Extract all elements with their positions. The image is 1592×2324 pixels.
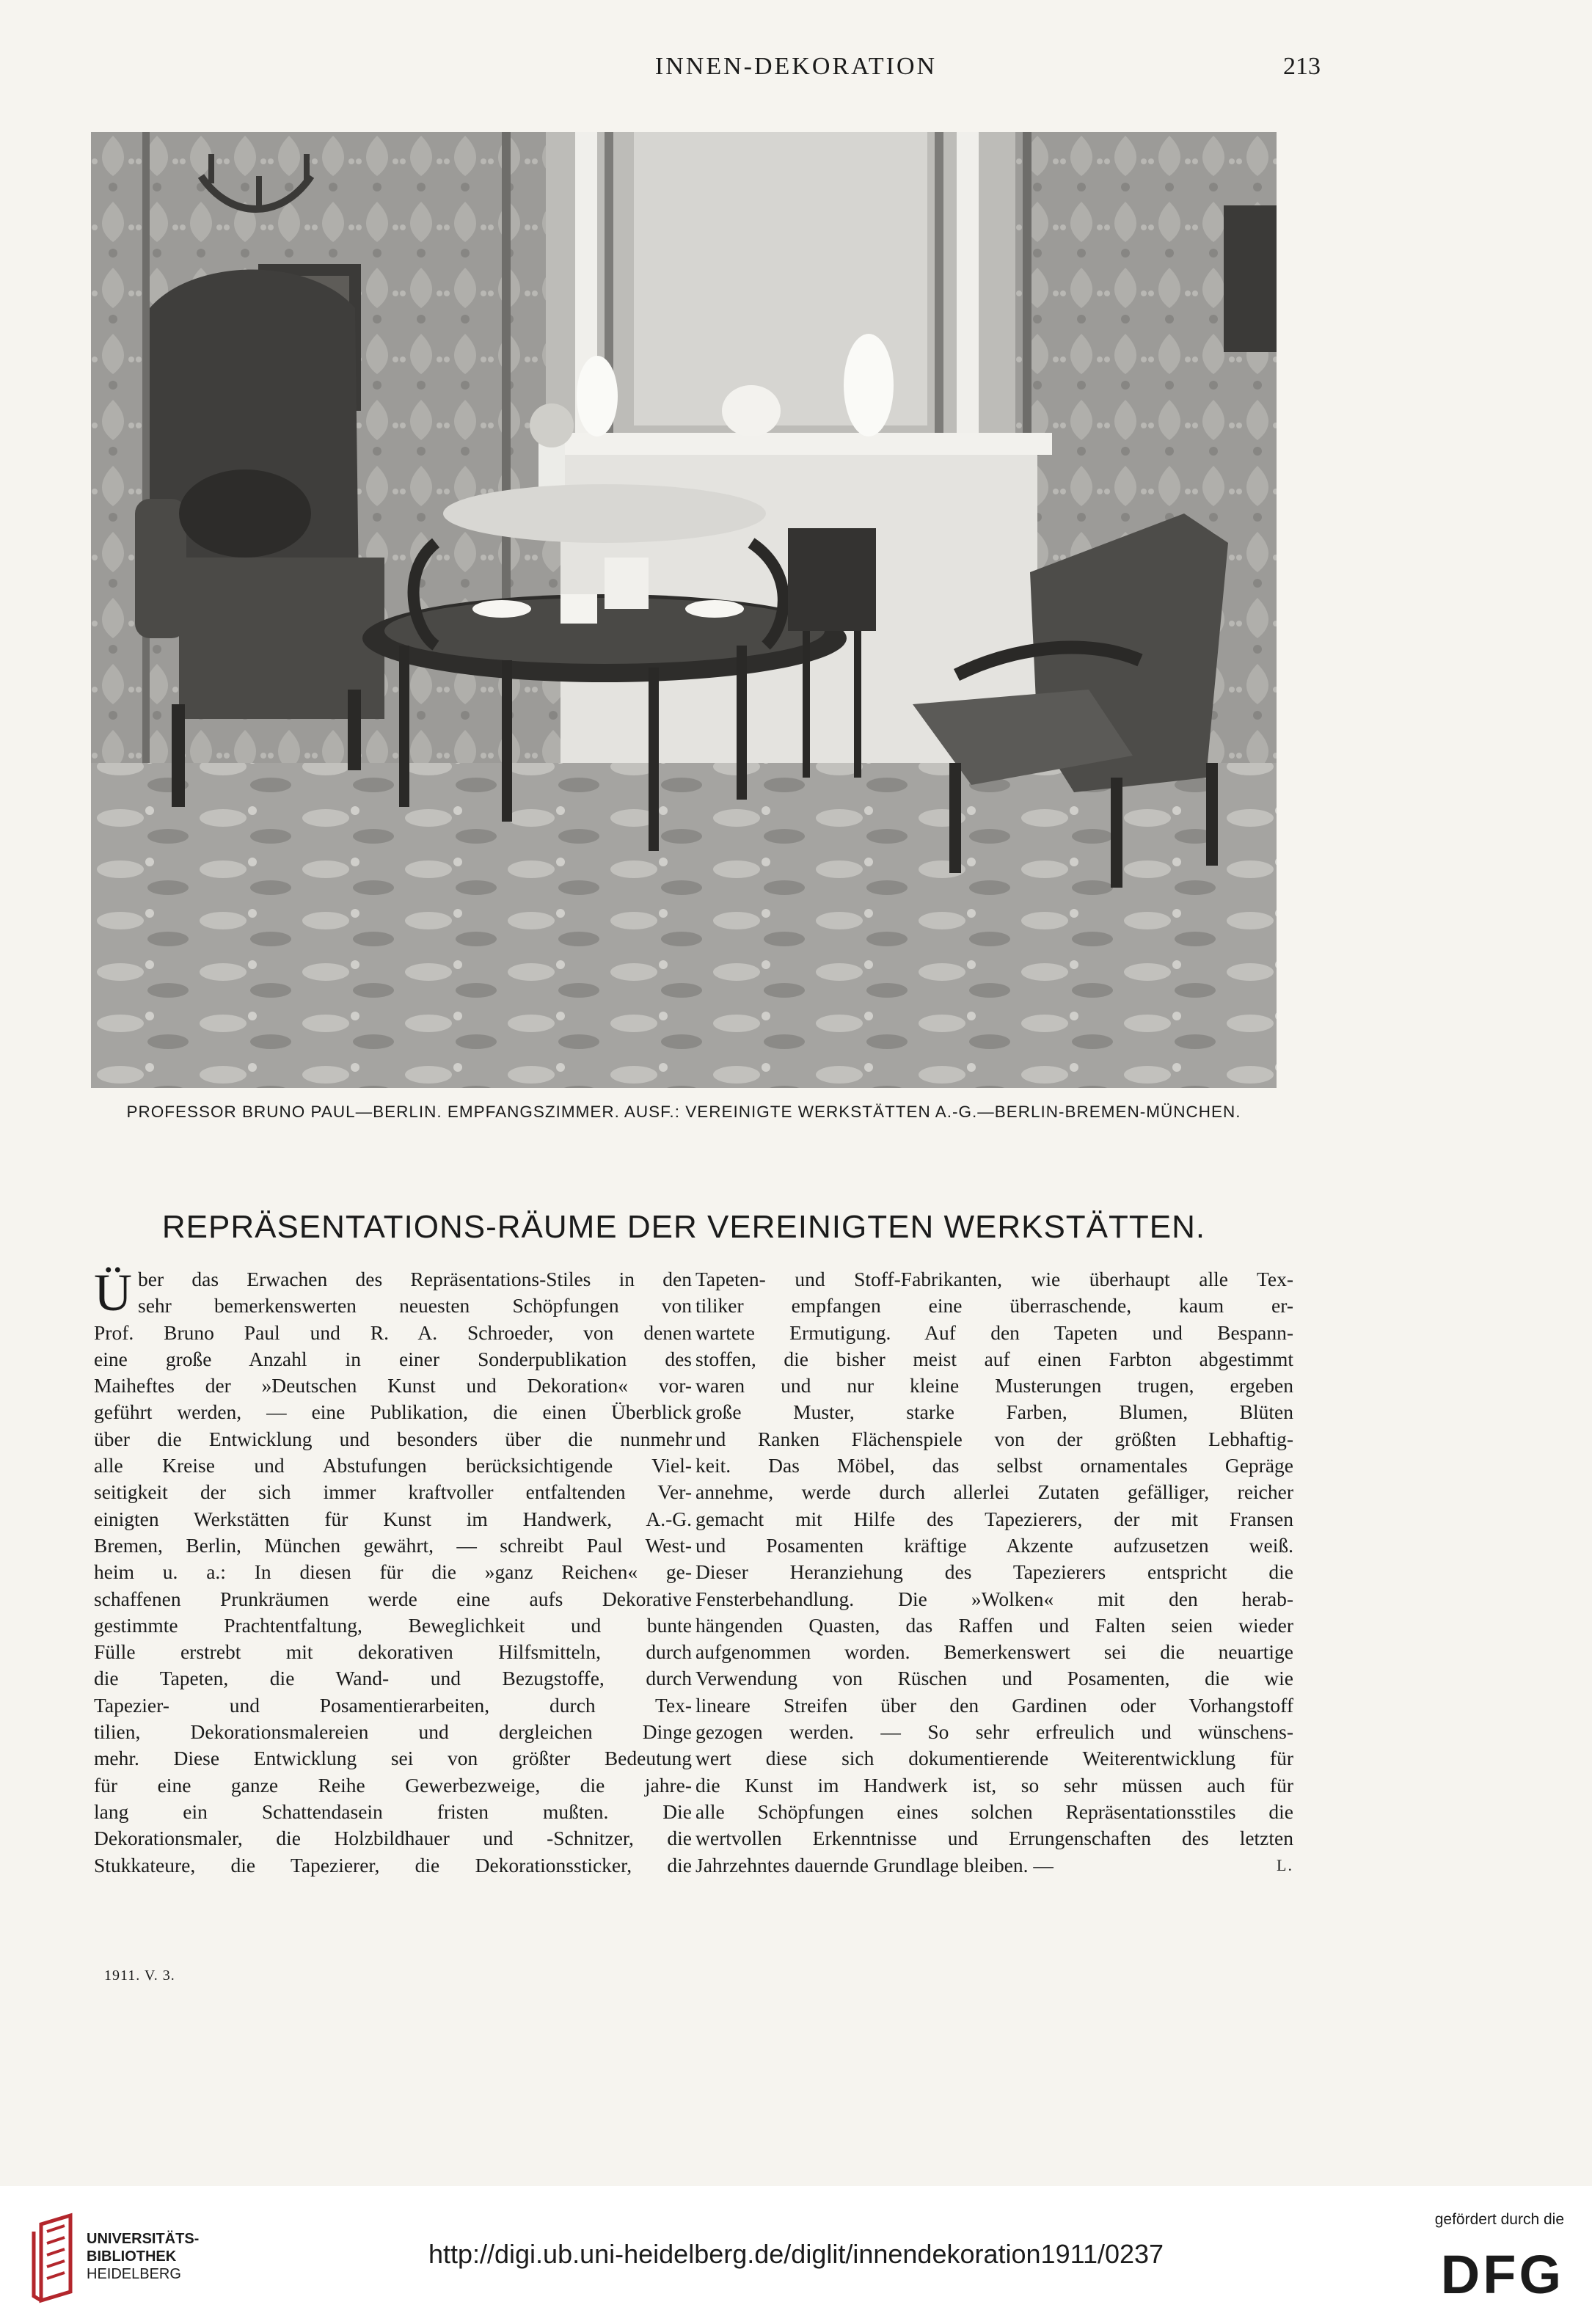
page-number: 213 — [1283, 53, 1321, 80]
text-line: Dieser Heranziehung des Tapezierers entspricht die — [695, 1560, 1293, 1584]
text-line: einigten Werkstätten für Kunst im Handwerk, A.-G. — [94, 1507, 692, 1530]
library-city: HEIDELBERG — [87, 2266, 181, 2282]
text-line: und Posamenten kräftige Akzente aufzusetzen weiß. — [695, 1533, 1293, 1557]
text-line: seitigkeit der sich immer kraftvoller entfaltenden Ver- — [94, 1480, 692, 1504]
text-line: schaffenen Prunkräumen werde eine aufs Dekorative — [94, 1587, 692, 1610]
text-line: tilien, Dekorationsmalereien und dergleichen Dinge — [94, 1720, 692, 1744]
text-line: und Ranken Flächenspiele von der größten Lebhaftig- — [695, 1427, 1293, 1450]
permalink[interactable]: http://digi.ub.uni-heidelberg.de/diglit/innendekoration1911/0237 — [428, 2239, 1164, 2269]
text-line: Tapeten- und Stoff-Fabrikanten, wie überhaupt alle Tex- — [695, 1268, 1293, 1290]
text-line: gemacht mit Hilfe des Tapezierers, der mit Fransen — [695, 1507, 1293, 1530]
text-line: sehr bemerkenswerten neuesten Schöpfungen von — [138, 1294, 692, 1318]
text-line: Tapezier- und Posamentierarbeiten, durch Tex- — [94, 1693, 692, 1717]
text-line: keit. Das Möbel, das selbst ornamentales Gepräge — [695, 1454, 1293, 1477]
text-line: alle Kreise und Abstufungen berücksichtigende Viel- — [94, 1454, 692, 1477]
text-line: Prof. Bruno Paul und R. A. Schroeder, von denen — [94, 1320, 692, 1344]
text-line: wertvollen Erkenntnisse und Errungenschaften des letzten — [695, 1827, 1293, 1850]
text-line: Maiheftes der »Deutschen Kunst und Dekoration« vor- — [94, 1374, 692, 1397]
text-line: hängenden Quasten, das Raffen und Falten seien wieder — [695, 1613, 1293, 1637]
dfg-logo: DFG — [1440, 2244, 1564, 2305]
text-line: wert diese sich dokumentierende Weiterentwicklung für — [695, 1747, 1293, 1770]
text-line: Stukkateure, die Tapezierer, die Dekorationssticker, die — [94, 1853, 692, 1877]
photo-caption: PROFESSOR BRUNO PAUL—BERLIN. EMPFANGSZIMMER. AUSF.: VEREINIGTE WERKSTÄTTEN A.-G.—BERLIN-BREMEN-MÜNCHEN. — [126, 1103, 1241, 1121]
text-line: große Muster, starke Farben, Blumen, Blüten — [695, 1400, 1293, 1424]
text-line: geführt werden, — eine Publikation, die einen Überblick — [94, 1400, 692, 1424]
left-text-column — [94, 1263, 692, 1879]
drop-cap: Ü — [94, 1263, 132, 1322]
photo-illustration — [91, 132, 1277, 1088]
text-line: wartete Ermutigung. Auf den Tapeten und Bespann- — [695, 1320, 1293, 1344]
interior-photograph — [91, 132, 1277, 1088]
text-line: heim u. a.: In diesen für die »ganz Reichen« ge- — [94, 1560, 692, 1584]
text-line: mehr. Diese Entwicklung sei von größter Bedeutung — [94, 1747, 692, 1770]
article-title: REPRÄSENTATIONS-RÄUME DER VEREINIGTEN WERKSTÄTTEN. — [161, 1209, 1206, 1245]
text-line: stoffen, die bisher meist auf einen Farbton abgestimmt — [695, 1347, 1293, 1370]
text-line: lineare Streifen über den Gardinen oder Vorhangstoff — [695, 1693, 1293, 1717]
text-line: waren und nur kleine Musterungen trugen, ergeben — [695, 1374, 1293, 1397]
text-line: Fülle erstrebt mit dekorativen Hilfsmitteln, durch — [94, 1640, 692, 1664]
text-line: die Tapeten, die Wand- und Bezugstoffe, durch — [94, 1667, 692, 1690]
library-name-line: BIBLIOTHEK — [87, 2248, 177, 2265]
closing-sentence: Jahrzehntes dauernde Grundlage bleiben. — — [695, 1853, 1054, 1877]
text-line: lang ein Schattendasein fristen mußten. Die — [94, 1799, 692, 1823]
text-line: für eine ganze Reihe Gewerbezweige, die jahre- — [94, 1773, 692, 1797]
running-head: INNEN-DEKORATION — [654, 53, 938, 80]
last-text-line — [695, 1852, 1293, 1879]
text-line: tiliker empfangen eine überraschende, kaum er- — [695, 1294, 1293, 1318]
text-line: die Kunst im Handwerk ist, so sehr müssen auch für — [695, 1773, 1293, 1797]
text-line: ber das Erwachen des Repräsentations-Stiles in den — [138, 1268, 692, 1290]
text-line: Fensterbehandlung. Die »Wolken« mit den herab- — [695, 1587, 1293, 1610]
library-name-line: UNIVERSITÄTS- — [87, 2231, 200, 2247]
text-line: annehme, werde durch allerlei Zutaten gefälliger, reicher — [695, 1480, 1293, 1504]
text-line: über die Entwicklung und besonders über die nunmehr — [94, 1427, 692, 1450]
funding-note: gefördert durch die — [1434, 2211, 1564, 2228]
digitization-footer — [0, 2186, 1592, 2324]
text-line: alle Schöpfungen eines solchen Repräsentationsstiles die — [695, 1799, 1293, 1823]
text-line: Verwendung von Rüschen und Posamenten, die wie — [695, 1667, 1293, 1690]
text-line: Bremen, Berlin, München gewährt, — schreibt Paul West- — [94, 1533, 692, 1557]
text-line: Dekorationsmaler, die Holzbildhauer und -Schnitzer, die — [94, 1827, 692, 1850]
author-signature: L. — [1277, 1855, 1293, 1874]
text-line: gezogen werden. — So sehr erfreulich und wünschens- — [695, 1720, 1293, 1744]
right-text-column — [695, 1266, 1293, 1879]
text-line: aufgenommen worden. Bemerkenswert sei die neuartige — [695, 1640, 1293, 1664]
text-line: gestimmte Prachtentfaltung, Beweglichkeit und bunte — [94, 1613, 692, 1637]
issue-imprint: 1911. V. 3. — [104, 1967, 175, 1984]
text-line: eine große Anzahl in einer Sonderpublikation des — [94, 1347, 692, 1370]
